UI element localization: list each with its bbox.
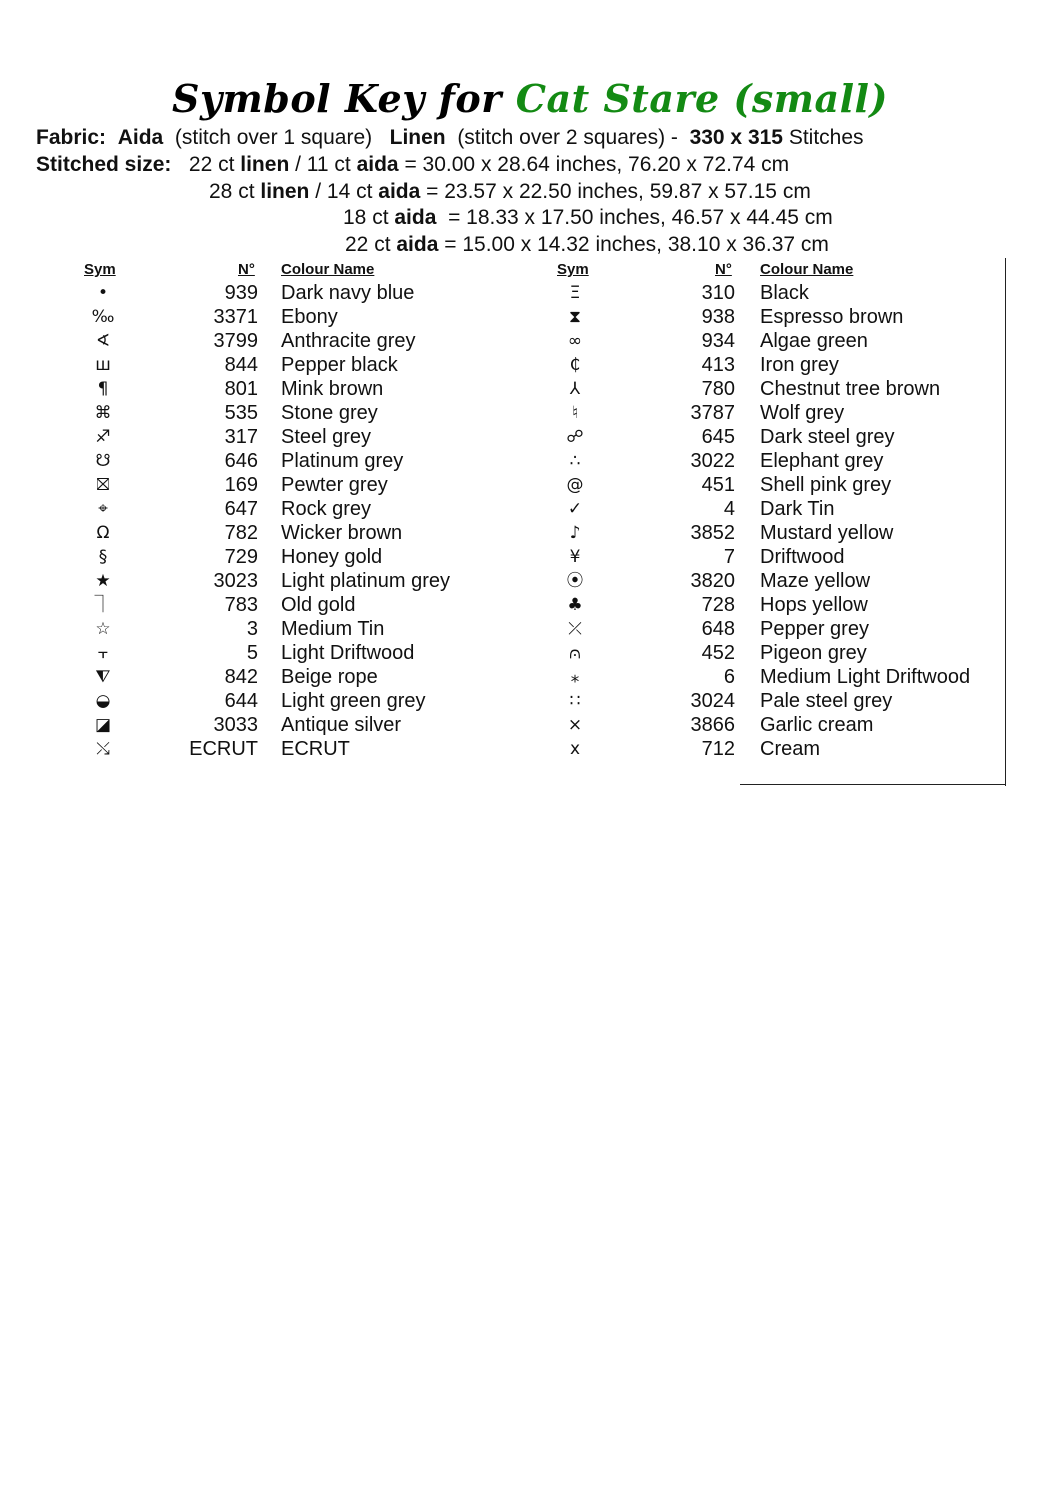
colour-name: Pepper grey (760, 618, 869, 640)
colour-name: Pepper black (281, 354, 398, 376)
sha-icon: ш (95, 355, 111, 375)
colour-name: Medium Tin (281, 618, 385, 640)
size-dimensions: = 18.33 x 17.50 inches, 46.57 x 44.45 cm (436, 206, 833, 229)
hourglass-icon: ⧗ (569, 307, 581, 327)
star-filled-icon: ★ (95, 571, 111, 591)
colour-number: 3852 (690, 522, 735, 544)
colour-name: Light green grey (281, 690, 426, 712)
colour-number: 3371 (213, 306, 258, 328)
colour-number: 647 (224, 498, 258, 520)
colour-name: Ebony (281, 306, 338, 328)
colour-number: 451 (701, 474, 735, 496)
header-name-left: Colour Name (281, 261, 375, 278)
yen-icon: ¥ (569, 547, 581, 567)
size-text: / 14 ct (309, 180, 379, 203)
fabric-line (36, 125, 864, 151)
at-icon: @ (566, 475, 584, 495)
colour-number: 801 (224, 378, 258, 400)
colour-name: Stone grey (281, 402, 378, 424)
colour-name: Mustard yellow (760, 522, 894, 544)
colour-name: Driftwood (760, 546, 845, 568)
colour-number: 7 (723, 546, 735, 568)
colour-number: 934 (701, 330, 735, 352)
header-num-left: N° (238, 261, 255, 278)
colour-name: Light Driftwood (281, 642, 415, 664)
colour-name: Dark steel grey (760, 426, 895, 448)
colour-name: Elephant grey (760, 450, 884, 472)
colour-name: Wolf grey (760, 402, 845, 424)
size-dimensions: = 30.00 x 28.64 inches, 76.20 x 72.74 cm (398, 153, 790, 176)
infinity-icon: ∞ (567, 331, 583, 351)
colour-name: Mink brown (281, 378, 384, 400)
proportion-icon: ∷ (569, 691, 581, 711)
pilcrow-icon: ¶ (97, 379, 109, 399)
colour-number: 3 (246, 618, 258, 640)
colour-number: 6 (723, 666, 735, 688)
size-aida: aida (378, 180, 421, 203)
colour-name: Rock grey (281, 498, 372, 520)
size-text: 18 ct (343, 206, 395, 229)
dot-icon: • (97, 283, 109, 303)
stitch-count: 330 x 315 (689, 126, 783, 149)
colour-name: Wicker brown (281, 522, 403, 544)
colour-number: 782 (224, 522, 258, 544)
colour-number: 3024 (690, 690, 735, 712)
crosshair-icon: ⌖ (98, 499, 108, 519)
colour-number: 780 (701, 378, 735, 400)
colour-number: 452 (701, 642, 735, 664)
colour-number: 645 (701, 426, 735, 448)
half-triangle-icon: ⧨ (95, 667, 111, 687)
inverted-y-icon: ⅄ (569, 379, 581, 399)
natural-icon: ♮ (571, 403, 579, 423)
colour-name: Hops yellow (760, 594, 868, 616)
star-outline-icon: ☆ (95, 619, 111, 639)
corner-bracket-icon: ⏋ (94, 595, 112, 615)
page-title (0, 76, 1060, 121)
colour-name: Dark navy blue (281, 282, 415, 304)
spherical-angle-icon: ∢ (95, 331, 111, 351)
colour-number: 646 (224, 450, 258, 472)
therefore-icon: ∴ (569, 451, 581, 471)
cross-arrows-icon: ⤫ (568, 619, 582, 639)
size-aida: aida (394, 206, 437, 229)
colour-number: 3022 (690, 450, 735, 472)
colour-name: Medium Light Driftwood (760, 666, 971, 688)
size-dimensions: = 23.57 x 22.50 inches, 59.87 x 57.15 cm (420, 180, 811, 203)
sagittarius-icon: ♐ (95, 427, 111, 447)
fabric-label: Fabric: (36, 126, 107, 149)
colour-name: Chestnut tree brown (760, 378, 941, 400)
table-border-right (1005, 258, 1006, 786)
half-square-icon: ◪ (94, 715, 112, 735)
cedi-icon: ₵ (569, 355, 581, 375)
dotted-x-icon: ⨯ (567, 715, 583, 735)
colour-name: Black (760, 282, 809, 304)
fabric-linen: Linen (389, 126, 446, 149)
header-num-right: N° (715, 261, 732, 278)
size-text: 22 ct (188, 153, 241, 176)
colour-name: Algae green (760, 330, 868, 352)
circled-dot-icon: ⦿ (566, 571, 584, 591)
colour-number: 3820 (690, 570, 735, 592)
colour-name: Platinum grey (281, 450, 404, 472)
colour-name: Espresso brown (760, 306, 904, 328)
size-text: 28 ct (209, 180, 261, 203)
colour-number: 3033 (213, 714, 258, 736)
half-circle-icon: ◒ (95, 691, 111, 711)
cap-dot-icon: ⩀ (569, 643, 581, 663)
colour-name: Light platinum grey (281, 570, 450, 592)
opposition-icon: ☍ (566, 427, 584, 447)
colour-number: 712 (701, 738, 735, 760)
asterisk-icon: ⁎ (570, 667, 580, 687)
colour-name: Antique silver (281, 714, 402, 736)
colour-number: 3787 (690, 402, 735, 424)
colour-number: 4 (723, 498, 735, 520)
colour-name: ECRUT (281, 738, 350, 760)
command-icon: ⌘ (94, 403, 112, 423)
stitched-size-row (343, 205, 833, 231)
pattern-name: Cat Stare (small) (515, 76, 888, 121)
colour-number: 5 (246, 642, 258, 664)
colour-name: Old gold (281, 594, 356, 616)
colour-name: Garlic cream (760, 714, 874, 736)
x-icon: x (569, 739, 581, 759)
colour-number: 648 (701, 618, 735, 640)
colour-name: Pigeon grey (760, 642, 867, 664)
colour-name: Anthracite grey (281, 330, 416, 352)
table-border-bottom (740, 784, 1006, 785)
stitched-size-row (345, 232, 829, 258)
size-linen: linen (240, 153, 290, 176)
colour-number: 317 (224, 426, 258, 448)
colour-name: Pewter grey (281, 474, 388, 496)
xi-icon: Ξ (569, 283, 581, 303)
size-linen: linen (260, 180, 310, 203)
stitched-size-row (36, 152, 789, 178)
colour-name: Beige rope (281, 666, 378, 688)
colour-number: 3866 (690, 714, 735, 736)
node-icon: ☋ (95, 451, 111, 471)
check-icon: ✓ (567, 499, 583, 519)
fabric-linen-note: (stitch over 2 squares) - (457, 126, 678, 149)
club-icon: ♣ (567, 595, 583, 615)
stitched-size-row (209, 179, 811, 205)
size-aida: aida (396, 233, 439, 256)
size-text: 22 ct (345, 233, 397, 256)
colour-number: 644 (224, 690, 258, 712)
stitch-suffix: Stitches (788, 126, 864, 149)
colour-number: 3799 (213, 330, 258, 352)
colour-name: Pale steel grey (760, 690, 893, 712)
colour-name: Shell pink grey (760, 474, 892, 496)
colour-number: 169 (224, 474, 258, 496)
header-name-right: Colour Name (760, 261, 854, 278)
colour-number: ECRUT (189, 738, 258, 760)
colour-name: Maze yellow (760, 570, 871, 592)
section-icon: § (98, 547, 108, 567)
diagonal-dot-icon: ⤯ (96, 739, 110, 759)
colour-number: 938 (701, 306, 735, 328)
fabric-aida-note: (stitch over 1 square) (174, 126, 373, 149)
size-aida: aida (356, 153, 399, 176)
size-dimensions: = 15.00 x 14.32 inches, 38.10 x 36.37 cm (438, 233, 829, 256)
colour-number: 842 (224, 666, 258, 688)
header-sym-left: Sym (84, 261, 116, 278)
stitched-size-label: Stitched size: (36, 153, 172, 176)
colour-name: Dark Tin (760, 498, 835, 520)
colour-number: 783 (224, 594, 258, 616)
colour-number: 844 (224, 354, 258, 376)
colour-number: 535 (224, 402, 258, 424)
title-prefix: Symbol Key for (172, 76, 502, 121)
colour-name: Cream (760, 738, 821, 760)
size-text: / 11 ct (289, 153, 357, 176)
fork-left-icon: ⫟ (97, 643, 109, 663)
per-mille-icon: ‰ (91, 307, 115, 327)
colour-number: 729 (224, 546, 258, 568)
colour-name: Steel grey (281, 426, 372, 448)
colour-number: 939 (224, 282, 258, 304)
colour-name: Iron grey (760, 354, 839, 376)
boxed-star-icon: ⛝ (96, 475, 110, 495)
omega-icon: Ω (96, 523, 110, 543)
colour-number: 413 (701, 354, 735, 376)
fabric-aida: Aida (117, 126, 164, 149)
colour-number: 728 (701, 594, 735, 616)
colour-number: 3023 (213, 570, 258, 592)
note-icon: ♪ (569, 523, 581, 543)
colour-number: 310 (701, 282, 735, 304)
colour-name: Honey gold (281, 546, 383, 568)
header-sym-right: Sym (557, 261, 589, 278)
